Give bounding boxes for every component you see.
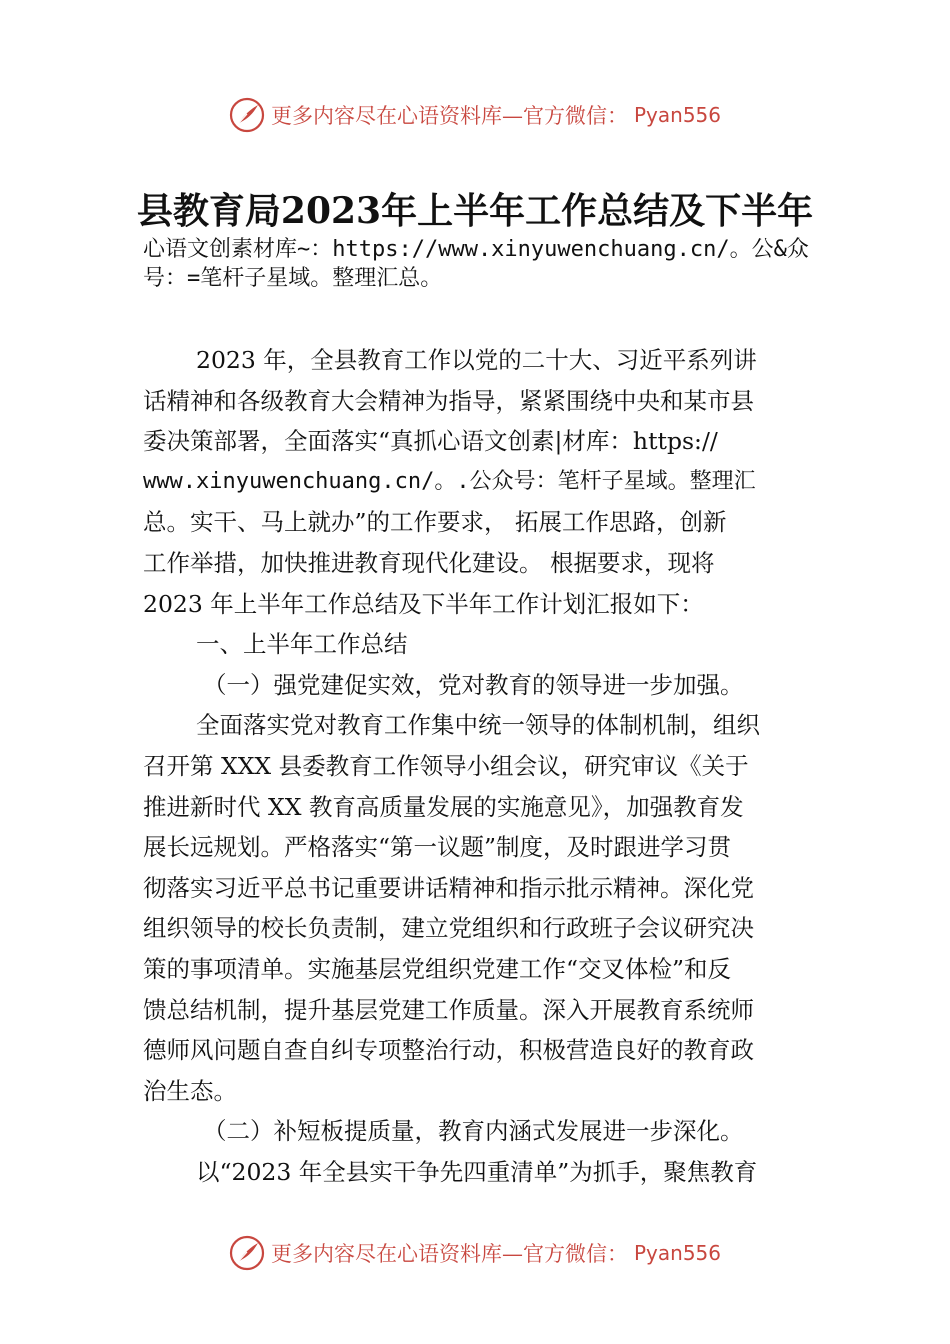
watermark-brand-text: 更多内容尽在心语资料库—官方微信： (270, 104, 628, 128)
watermark-wechat-id: Pyan556 (633, 103, 721, 127)
watermark-banner-top (0, 95, 950, 135)
body-line: 委决策部署，全面落实“真抓心语文创素|材库：https:// (143, 427, 718, 456)
body-line: 彻落实习近平总书记重要讲话精神和指示批示精神。深化党 (143, 873, 754, 902)
body-line: 工作举措，加快推进教育现代化建设。 根据要求，现将 (143, 548, 715, 577)
document-body (143, 340, 813, 1192)
body-line: 以“2023 年全县实干争先四重清单”为抓手，聚焦教育 (196, 1157, 758, 1186)
body-line: 德师风问题自查自纠专项整治行动，积极营造良好的教育政 (143, 1036, 754, 1065)
body-line: 治生态。 (143, 1076, 237, 1105)
body-line: www.xinyuwenchuang.cn/。.公众号：笔杆子星域。整理汇 (143, 468, 756, 494)
body-line: 馈总结机制，提升基层党建工作质量。深入开展教育系统师 (143, 995, 754, 1024)
document-title: 县教育局2023年上半年工作总结及下半年 (136, 190, 814, 232)
body-line: 话精神和各级教育大会精神为指导，紧紧围绕中央和某市县 (143, 386, 754, 415)
body-line: 组织领导的校长负责制，建立党组织和行政班子会议研究决 (143, 914, 754, 943)
body-line: 总。实干、马上就办”的工作要求， 拓展工作思路，创新 (143, 508, 727, 537)
subtitle-line-2: 号：=笔杆子星域。整理汇总。 (143, 266, 443, 291)
watermark-banner-bottom (0, 1233, 950, 1273)
feather-quill-icon (229, 97, 265, 133)
subsection-heading: （一）强党建促实效，党对教育的领导进一步加强。 (203, 670, 744, 699)
watermark-brand-text: 更多内容尽在心语资料库—官方微信： (270, 1242, 628, 1266)
body-line: 2023 年，全县教育工作以党的二十大、习近平系列讲 (196, 346, 757, 374)
body-line: 召开第 XXX 县委教育工作领导小组会议，研究审议《关于 (143, 751, 749, 780)
feather-quill-icon (229, 1235, 265, 1271)
section-heading: 一、上半年工作总结 (196, 630, 408, 659)
body-line: 2023 年上半年工作总结及下半年工作计划汇报如下： (143, 589, 704, 618)
subsection-heading: （二）补短板提质量，教育内涵式发展进一步深化。 (203, 1117, 744, 1146)
body-line: 策的事项清单。实施基层党组织党建工作“交叉体检”和反 (143, 954, 732, 983)
body-line: 展长远规划。严格落实“第一议题”制度，及时跟进学习贯 (143, 833, 732, 862)
body-line: 全面落实党对教育工作集中统一领导的体制机制，组织 (196, 711, 760, 740)
subtitle-line-1: 心语文创素材库~：https://www.xinyuwenchuang.cn/。公&众 (143, 237, 809, 262)
body-line: 推进新时代 XX 教育高质量发展的实施意见》，加强教育发 (143, 792, 744, 821)
watermark-wechat-id: Pyan556 (633, 1241, 721, 1265)
